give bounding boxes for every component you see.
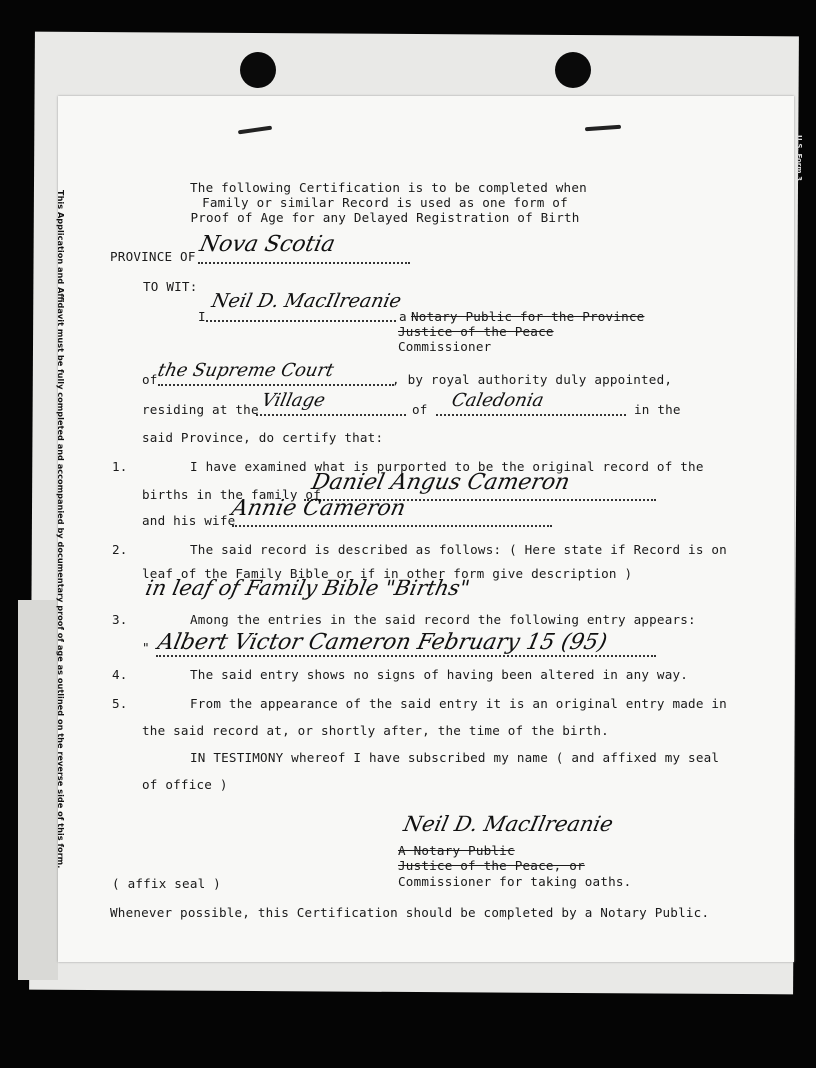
heading-line: Proof of Age for any Delayed Registration of Birth xyxy=(190,210,580,225)
sig-justice: Justice of the Peace, or xyxy=(398,858,585,873)
court-line xyxy=(158,384,394,386)
testimony-text: of office ) xyxy=(142,777,228,792)
affix-seal: ( affix seal ) xyxy=(112,876,221,891)
i-label: I xyxy=(198,309,206,324)
item-text: The said record is described as follows: ( Here state if Record is on xyxy=(190,542,727,557)
heading-line: Family or similar Record is used as one form of xyxy=(202,195,568,210)
title-justice: Justice of the Peace xyxy=(398,324,554,339)
in-the: in the xyxy=(634,402,681,417)
form-id: U.S. Form 3 xyxy=(795,135,803,181)
item-number: 3. xyxy=(112,612,128,627)
title-commissioner: Commissioner xyxy=(398,339,492,354)
name-value[interactable]: Neil D. MacIlreanie xyxy=(209,290,404,312)
province-label: PROVINCE OF xyxy=(110,249,196,264)
name-line xyxy=(206,320,396,322)
wife-line xyxy=(232,525,552,527)
punch-hole-right xyxy=(555,52,591,88)
item-number: 4. xyxy=(112,667,128,682)
province-line xyxy=(198,262,410,264)
entry-value[interactable]: Albert Victor Cameron February 15 (95) xyxy=(155,630,610,655)
sig-commissioner: Commissioner for taking oaths. xyxy=(398,874,632,889)
to-wit-label: TO WIT: xyxy=(143,279,198,294)
description-value[interactable]: in leaf of Family Bible "Births" xyxy=(143,576,472,600)
item-text: and his wife xyxy=(142,513,236,528)
title-notary: Notary Public for the Province xyxy=(411,309,645,324)
residing-value[interactable]: Village xyxy=(259,390,328,411)
sig-notary: A Notary Public xyxy=(398,843,515,858)
item-text: The said entry shows no signs of having been altered in any way. xyxy=(190,667,689,682)
footer-note: Whenever possible, this Certification should be completed by a Notary Public. xyxy=(110,905,710,920)
item-text: the said record at, or shortly after, the time of the birth. xyxy=(142,723,609,738)
item-number: 2. xyxy=(112,542,128,557)
item-text: I have examined what is purported to be the original record of the xyxy=(190,459,704,474)
province-value[interactable]: Nova Scotia xyxy=(197,232,338,257)
testimony-text: IN TESTIMONY whereof I have subscribed my name ( and affixed my seal xyxy=(190,750,720,765)
item-text: From the appearance of the said entry it is an original entry made in xyxy=(190,696,727,711)
royal-text: , by royal authority duly appointed, xyxy=(392,372,673,387)
item-text: Among the entries in the said record the following entry appears: xyxy=(190,612,696,627)
entry-line xyxy=(156,655,656,657)
signature: Neil D. MacIlreanie xyxy=(401,812,616,836)
item-number: 1. xyxy=(112,459,128,474)
heading-line: The following Certification is to be completed when xyxy=(190,180,587,195)
title-a: a xyxy=(399,309,407,324)
court-value[interactable]: the Supreme Court xyxy=(155,360,336,381)
place-value[interactable]: Caledonia xyxy=(449,390,546,411)
of-label: of xyxy=(142,372,158,387)
item-text: leaf of the Family Bible or if in other form give description ) xyxy=(142,566,633,581)
side-instruction: This Application and Affidavit must be fully completed and accompanied by documentary proof of age as outlined on the reverse side of this form. xyxy=(56,190,66,869)
entry-quote: " xyxy=(142,640,150,655)
place-line xyxy=(436,414,626,416)
residing-label: residing at the xyxy=(142,402,259,417)
residing-line xyxy=(256,414,406,416)
item-number: 5. xyxy=(112,696,128,711)
of2-label: of xyxy=(412,402,428,417)
item-text: births in the family of xyxy=(142,487,321,502)
punch-hole-left xyxy=(240,52,276,88)
said-province: said Province, do certify that: xyxy=(142,430,384,445)
wife-value[interactable]: Annie Cameron xyxy=(229,496,408,521)
family-value[interactable]: Daniel Angus Cameron xyxy=(309,470,573,495)
